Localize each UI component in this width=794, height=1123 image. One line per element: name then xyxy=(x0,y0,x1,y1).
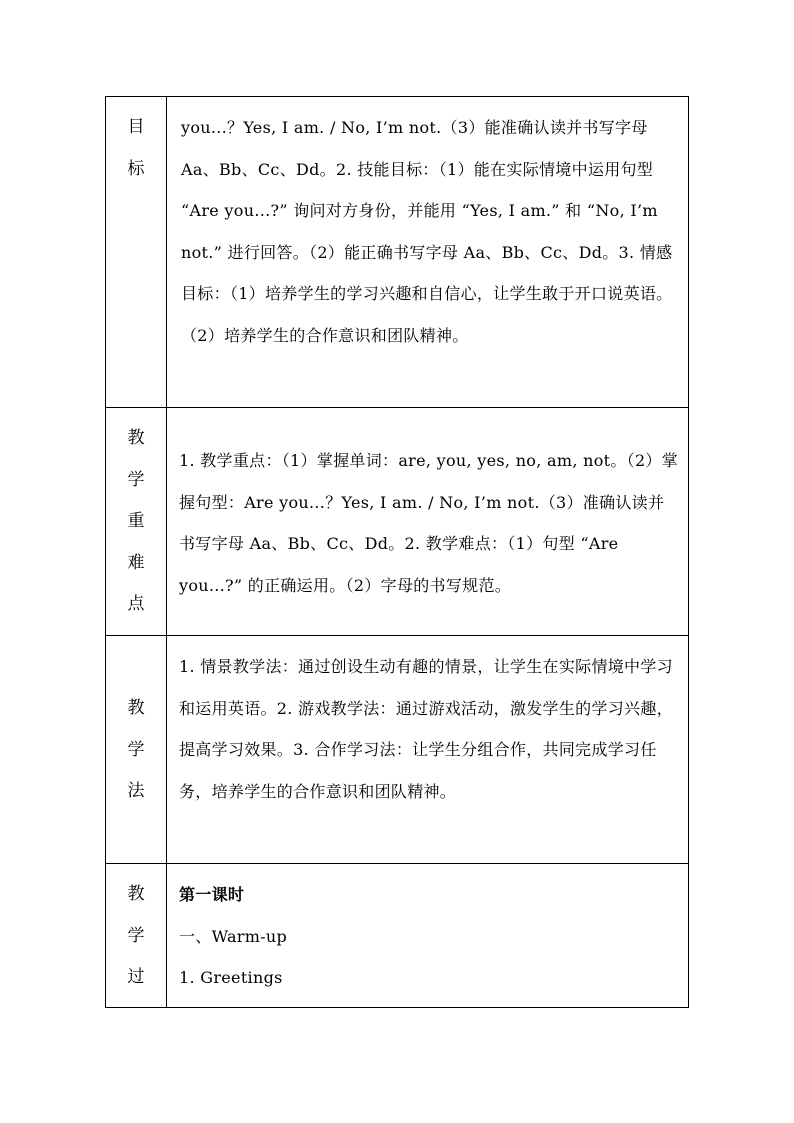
label-char: 教 xyxy=(127,698,145,718)
row-content-methods xyxy=(167,636,689,864)
row-content-objectives xyxy=(167,97,689,408)
objectives-text: you...？Yes, I am. / No, I’m not.（3）能准确认读并书写字母 Aa、Bb、Cc、Dd。2. 技能目标：（1）能在实际情境中运用句型 “Are you...?” 询问对方身份，并能用 “Yes, I am.” 和 “No, I’m not.” 进行回答。（2）能正确书写字母 Aa、Bb、Cc、Dd。3. 情感目标：（1）培养学生的学习兴趣和自信心，让学生敢于开口说英语。（2）培养学生的合作意识和团队精神。 xyxy=(181,118,673,345)
label-char: 过 xyxy=(127,967,145,987)
key-points-text: 1. 教学重点：（1）掌握单词：are, you, yes, no, am, not。（2）掌握句型：Are you...？Yes, I am. / No, I’m not.（3）准确认读并书写字母 Aa、Bb、Cc、Dd。2. 教学难点：（1）句型 “Are you...?” 的正确运用。（2）字母的书写规范。 xyxy=(179,451,679,595)
lesson-plan-table xyxy=(105,96,689,1008)
row-label-process xyxy=(106,864,167,1008)
section-line: 1. Greetings xyxy=(179,968,283,987)
row-content-key-points xyxy=(167,408,689,636)
label-char: 学 xyxy=(127,739,145,760)
row-label-methods xyxy=(106,636,167,864)
table-row-objectives xyxy=(106,97,689,408)
label-char: 法 xyxy=(127,781,145,801)
table-row-process xyxy=(106,864,689,1008)
table-row-key-points xyxy=(106,408,689,636)
label-char: 重 xyxy=(127,511,145,531)
section-line: 一、Warm-up xyxy=(179,926,288,946)
table-row-methods xyxy=(106,636,689,864)
methods-text: 1. 情景教学法：通过创设生动有趣的情景，让学生在实际情境中学习和运用英语。2. 游戏教学法：通过游戏活动，激发学生的学习兴趣，提高学习效果。3. 合作学习法：让学生分组合作，共同完成学习任务，培养学生的合作意识和团队精神。 xyxy=(179,657,673,801)
label-char: 教 xyxy=(127,884,145,904)
lesson-heading: 第一课时 xyxy=(179,885,245,904)
label-char: 学 xyxy=(127,469,145,490)
label-char: 教 xyxy=(127,428,145,448)
label-char: 标 xyxy=(127,158,145,179)
row-label-key-points xyxy=(106,408,167,636)
label-char: 难 xyxy=(127,552,145,573)
row-label-objectives xyxy=(106,97,167,408)
label-char: 点 xyxy=(127,594,145,614)
label-char: 目 xyxy=(127,117,145,137)
row-content-process xyxy=(167,864,689,1008)
label-char: 学 xyxy=(127,925,145,946)
